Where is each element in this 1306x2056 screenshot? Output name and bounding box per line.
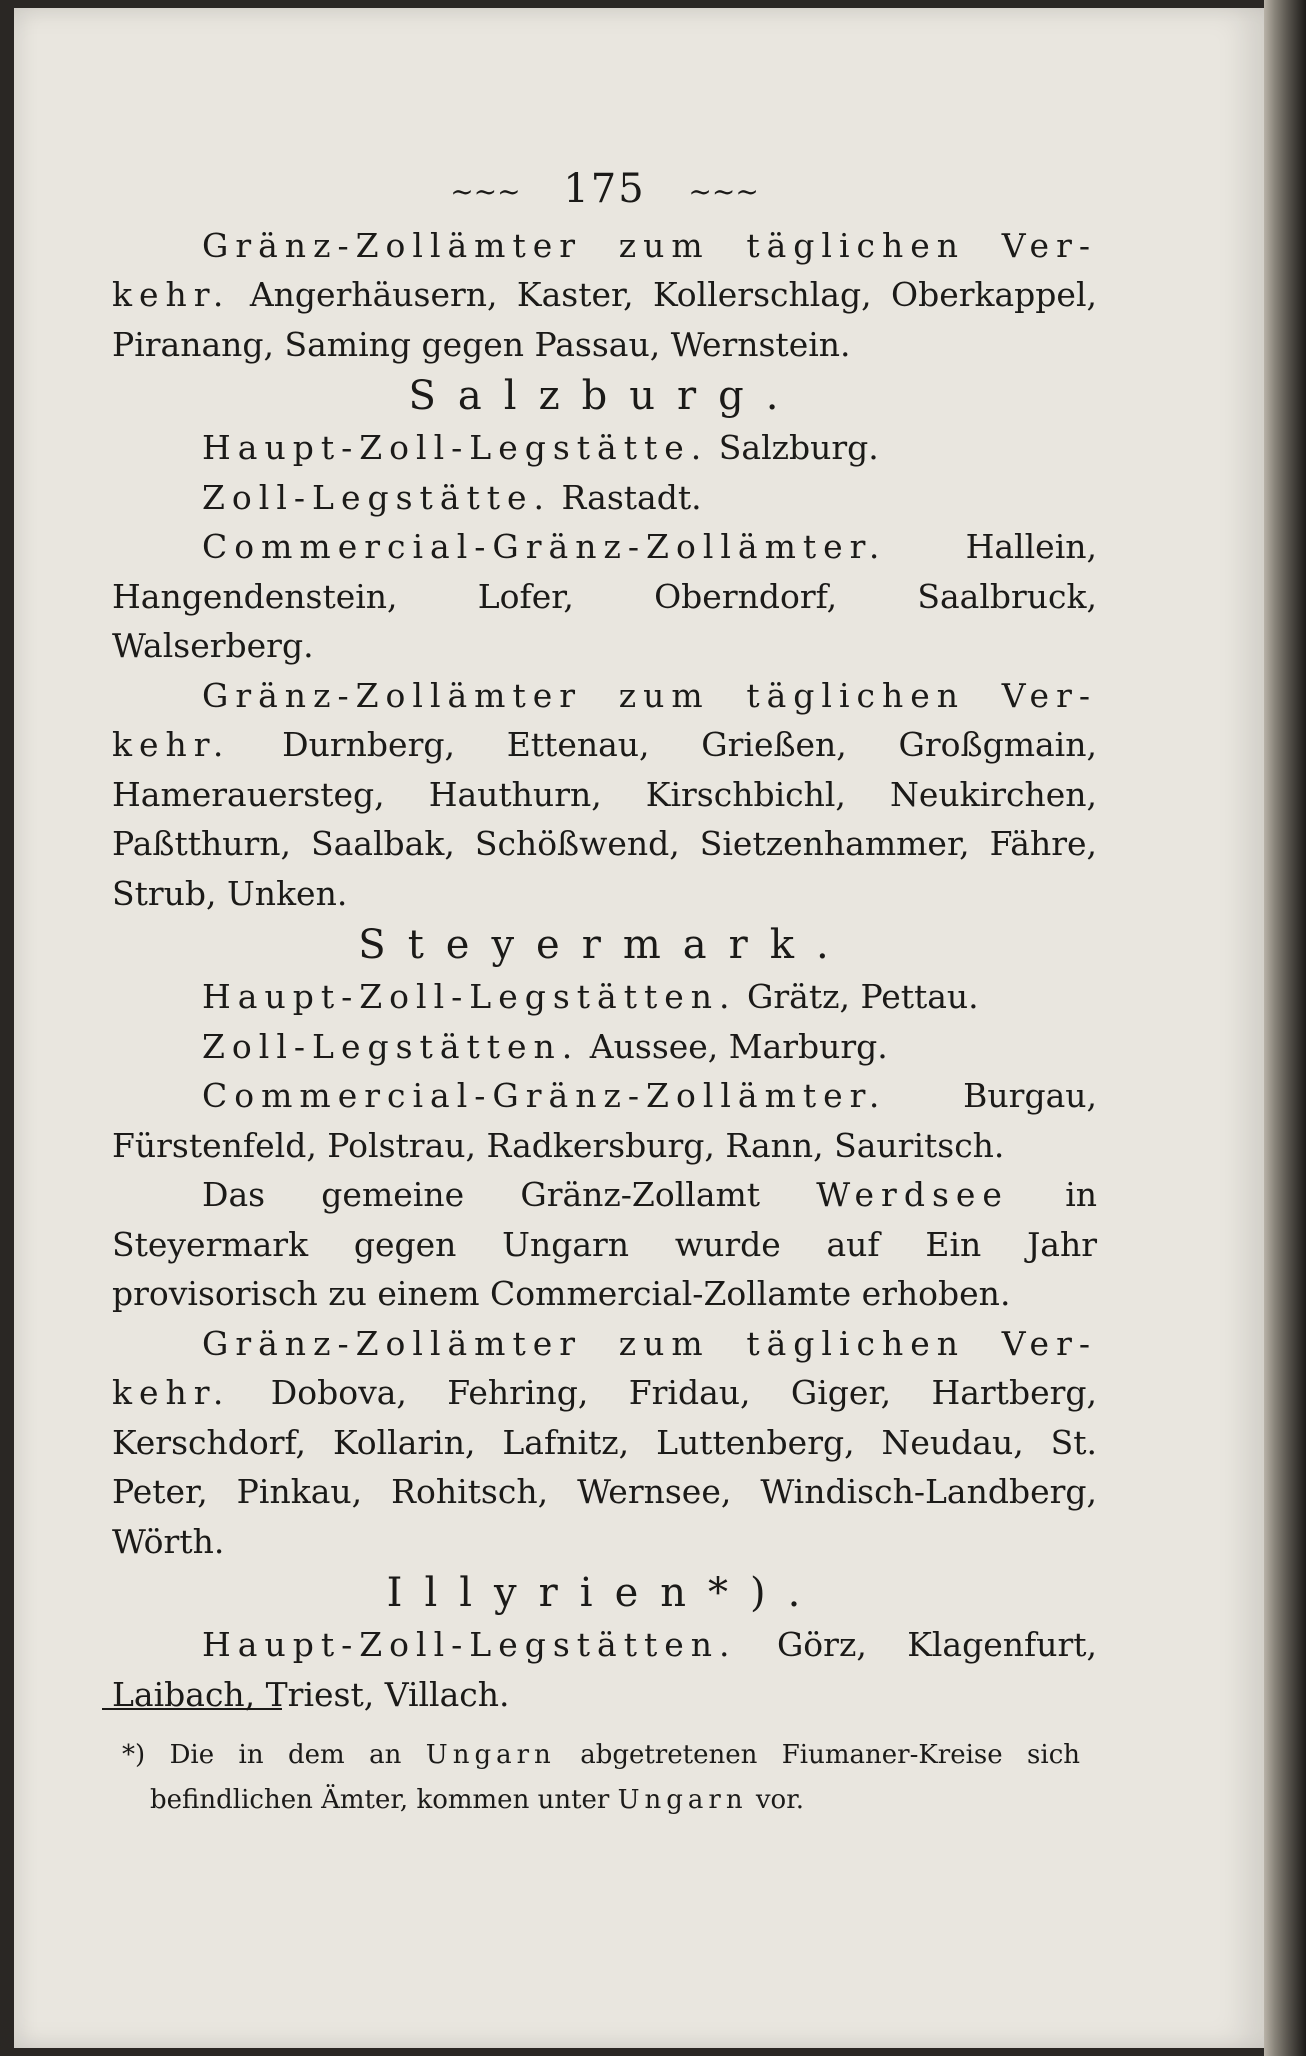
paragraph-steyermark-commercial: Commercial-Gränz-Zollämter. Burgau, Fürstenfeld, Polstrau, Radkersburg, Rann, Sauritsch. bbox=[112, 1076, 1097, 1165]
paragraph-salzburg-taeglich: Gränz-Zollämter zum täglichen Ver- kehr. Durnberg, Ettenau, Grießen, Großgmain, Hamerauersteg, Hauthurn, Kirschbichl, Neukirchen, Paßtthurn, Saalbak, Schößwend, Sietzenhammer, Fähre, Strub, Unken. bbox=[112, 675, 1097, 913]
left-ornament: ~~~ bbox=[450, 175, 521, 209]
paragraph-steyermark-taeglich: Gränz-Zollämter zum täglichen Ver- kehr. Dobova, Fehring, Fridau, Giger, Hartberg, Kerschdorf, Kollarin, Lafnitz, Luttenberg, Neudau, St. Peter, Pinkau, Rohitsch, Wernsee, Windisch-Landberg, Wörth. bbox=[112, 1323, 1097, 1561]
page-edge bbox=[1264, 0, 1306, 2056]
page-text bbox=[112, 165, 1097, 1719]
section-title-steyermark: Steyermark. bbox=[358, 922, 851, 969]
page-header bbox=[112, 165, 1097, 217]
paragraph-steyermark-haupt-zoll: Haupt-Zoll-Legstätten. Grätz, Pettau. bbox=[202, 977, 979, 1017]
page-number: 175 bbox=[563, 166, 646, 212]
paragraph-graenz-zollaemter-oesterreich: Gränz-Zollämter zum täglichen Ver- kehr. Angerhäusern, Kaster, Kollerschlag, Oberkappel, Piranang, Saming gegen Passau, Wernstein. bbox=[112, 225, 1097, 364]
right-ornament: ~~~ bbox=[688, 175, 759, 209]
section-title-illyrien: Illyrien*). bbox=[386, 1570, 823, 1617]
section-title-salzburg: Salzburg. bbox=[408, 373, 801, 420]
paragraph-steyermark-zoll-legstaetten: Zoll-Legstätten. Aussee, Marburg. bbox=[202, 1026, 888, 1066]
footnote bbox=[122, 1733, 1081, 1823]
paragraph-salzburg-haupt-zoll: Haupt-Zoll-Legstätte. Salzburg. bbox=[202, 428, 879, 468]
paragraph-steyermark-werdsee: Das gemeine Gränz-Zollamt Werdsee in Steyermark gegen Ungarn wurde auf Ein Jahr provisorisch zu einem Commercial-Zollamte erhoben. bbox=[112, 1175, 1097, 1314]
paragraph-salzburg-commercial: Commercial-Gränz-Zollämter. Hallein, Hangendenstein, Lofer, Oberndorf, Saalbruck, Walserberg. bbox=[112, 527, 1097, 666]
paragraph-illyrien-haupt-zoll: Haupt-Zoll-Legstätten. Görz, Klagenfurt, Laibach, Triest, Villach. bbox=[112, 1625, 1097, 1714]
footnote-marker: *) bbox=[122, 1740, 146, 1770]
paragraph-salzburg-zoll-legstaette: Zoll-Legstätte. Rastadt. bbox=[202, 477, 702, 517]
footnote-text: *) Die in dem an Ungarn abgetretenen Fiumaner-Kreise sich befindlichen Ämter, kommen unter Ungarn vor. bbox=[122, 1740, 1081, 1815]
footnote-divider bbox=[102, 1708, 282, 1710]
